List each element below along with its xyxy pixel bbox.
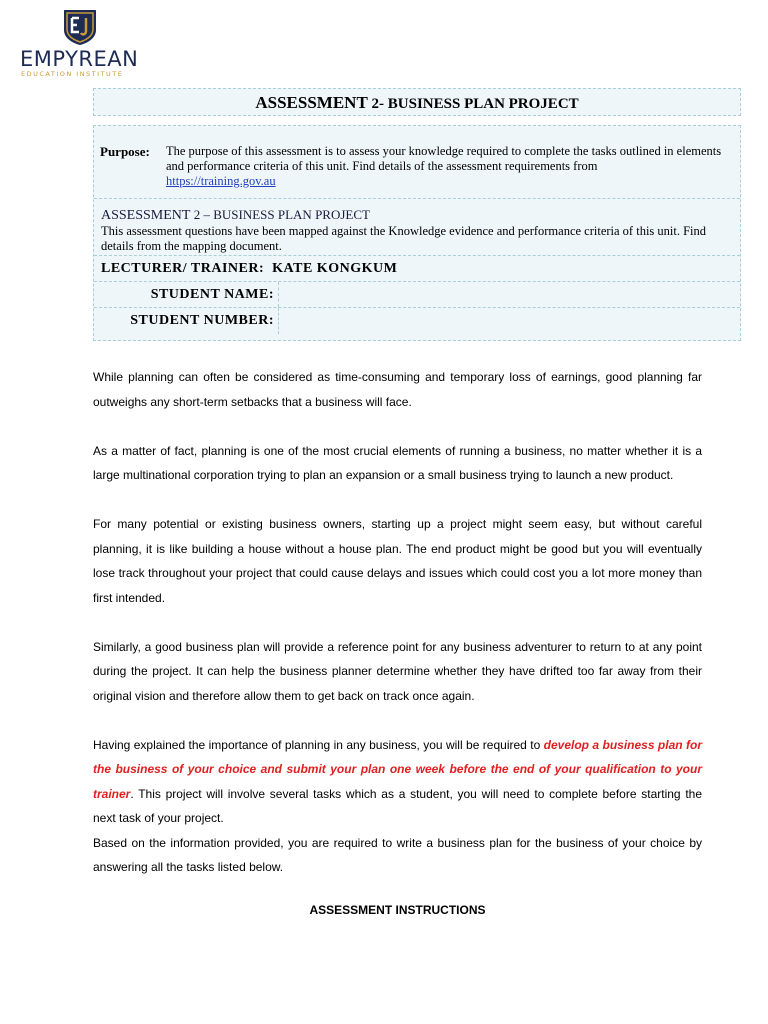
lecturer-value: KATE KONGKUM xyxy=(272,261,398,276)
lecturer-field xyxy=(101,261,397,277)
paragraph-3: For many potential or existing business owners, starting up a project might seem easy, but without careful planning, it is like building a house without a house plan. The end product might be good but you will eventually lose track throughout your project that could cause delays and issues which could cost you a lot more money than first intended. xyxy=(93,517,702,605)
paragraph-4: Similarly, a good business plan will provide a reference point for any business adventurer to return to at any point during the project. It can help the business planner determine whether they have drifted too far away from their original vision and therefore allow them to get back on track once again. xyxy=(93,639,702,703)
paragraph-5-start: Having explained the importance of planning in any business, you will be required to xyxy=(93,737,544,752)
assessment-heading-rest: 2 – BUSINESS PLAN PROJECT xyxy=(190,207,370,222)
assessment-info-box xyxy=(93,125,741,341)
brand-name: EMPYREAN xyxy=(20,47,139,71)
student-name-row xyxy=(94,282,740,308)
purpose-row xyxy=(94,126,740,199)
student-number-label: STUDENT NUMBER: xyxy=(130,313,274,328)
assessment-row xyxy=(94,199,740,256)
paragraph-6: Based on the information provided, you are required to write a business plan for the business of your choice by answering all the tasks listed below. xyxy=(93,835,702,874)
assessment-description: This assessment questions have been mapped against the Knowledge evidence and performance criteria of this unit. Find details from the mapping document. xyxy=(101,224,707,253)
body-text xyxy=(93,365,702,880)
assessment-heading-main: ASSESSMENT xyxy=(101,208,191,223)
student-number-row xyxy=(94,308,740,334)
assessment-heading xyxy=(101,207,370,224)
institute-logo xyxy=(20,8,140,78)
brand-subtitle: EDUCATION INSTITUTE xyxy=(21,70,124,78)
title-main: ASSESSMENT xyxy=(255,93,368,112)
assessment-instructions-heading: ASSESSMENT INSTRUCTIONS xyxy=(309,903,486,917)
paragraph-1: While planning can often be considered as time-consuming and temporary loss of earnings, good planning far outweighs any short-term setbacks that a business will face. xyxy=(93,370,702,409)
student-number-value[interactable] xyxy=(278,308,279,334)
training-gov-link[interactable]: https://training.gov.au xyxy=(166,174,276,188)
assessment-title-box xyxy=(93,88,741,116)
lecturer-label: LECTURER/ TRAINER: xyxy=(101,261,265,276)
title-rest: 2- BUSINESS PLAN PROJECT xyxy=(367,96,579,112)
paragraph-5 xyxy=(93,733,702,831)
purpose-text xyxy=(166,144,732,189)
paragraph-2: As a matter of fact, planning is one of the most crucial elements of running a business, no matter whether it is a large multinational corporation trying to plan an expansion or a small business trying to launch a new product. xyxy=(93,443,702,482)
student-name-value[interactable] xyxy=(278,282,279,307)
paragraph-5-highlight: develop a business plan for the business of your choice and submit your plan one week before the end of your qualification to your trainer xyxy=(93,737,702,801)
purpose-label: Purpose: xyxy=(100,144,150,159)
paragraph-5-end: . This project will involve several tasks which as a student, you will need to complete before starting the next task of your project. xyxy=(93,786,702,825)
shield-logo-icon xyxy=(62,8,98,46)
lecturer-row xyxy=(94,256,740,282)
purpose-body: The purpose of this assessment is to assess your knowledge required to complete the tasks outlined in elements and performance criteria of this unit. Find details of the assessment requirements from xyxy=(166,144,722,173)
student-name-label: STUDENT NAME: xyxy=(150,287,274,302)
